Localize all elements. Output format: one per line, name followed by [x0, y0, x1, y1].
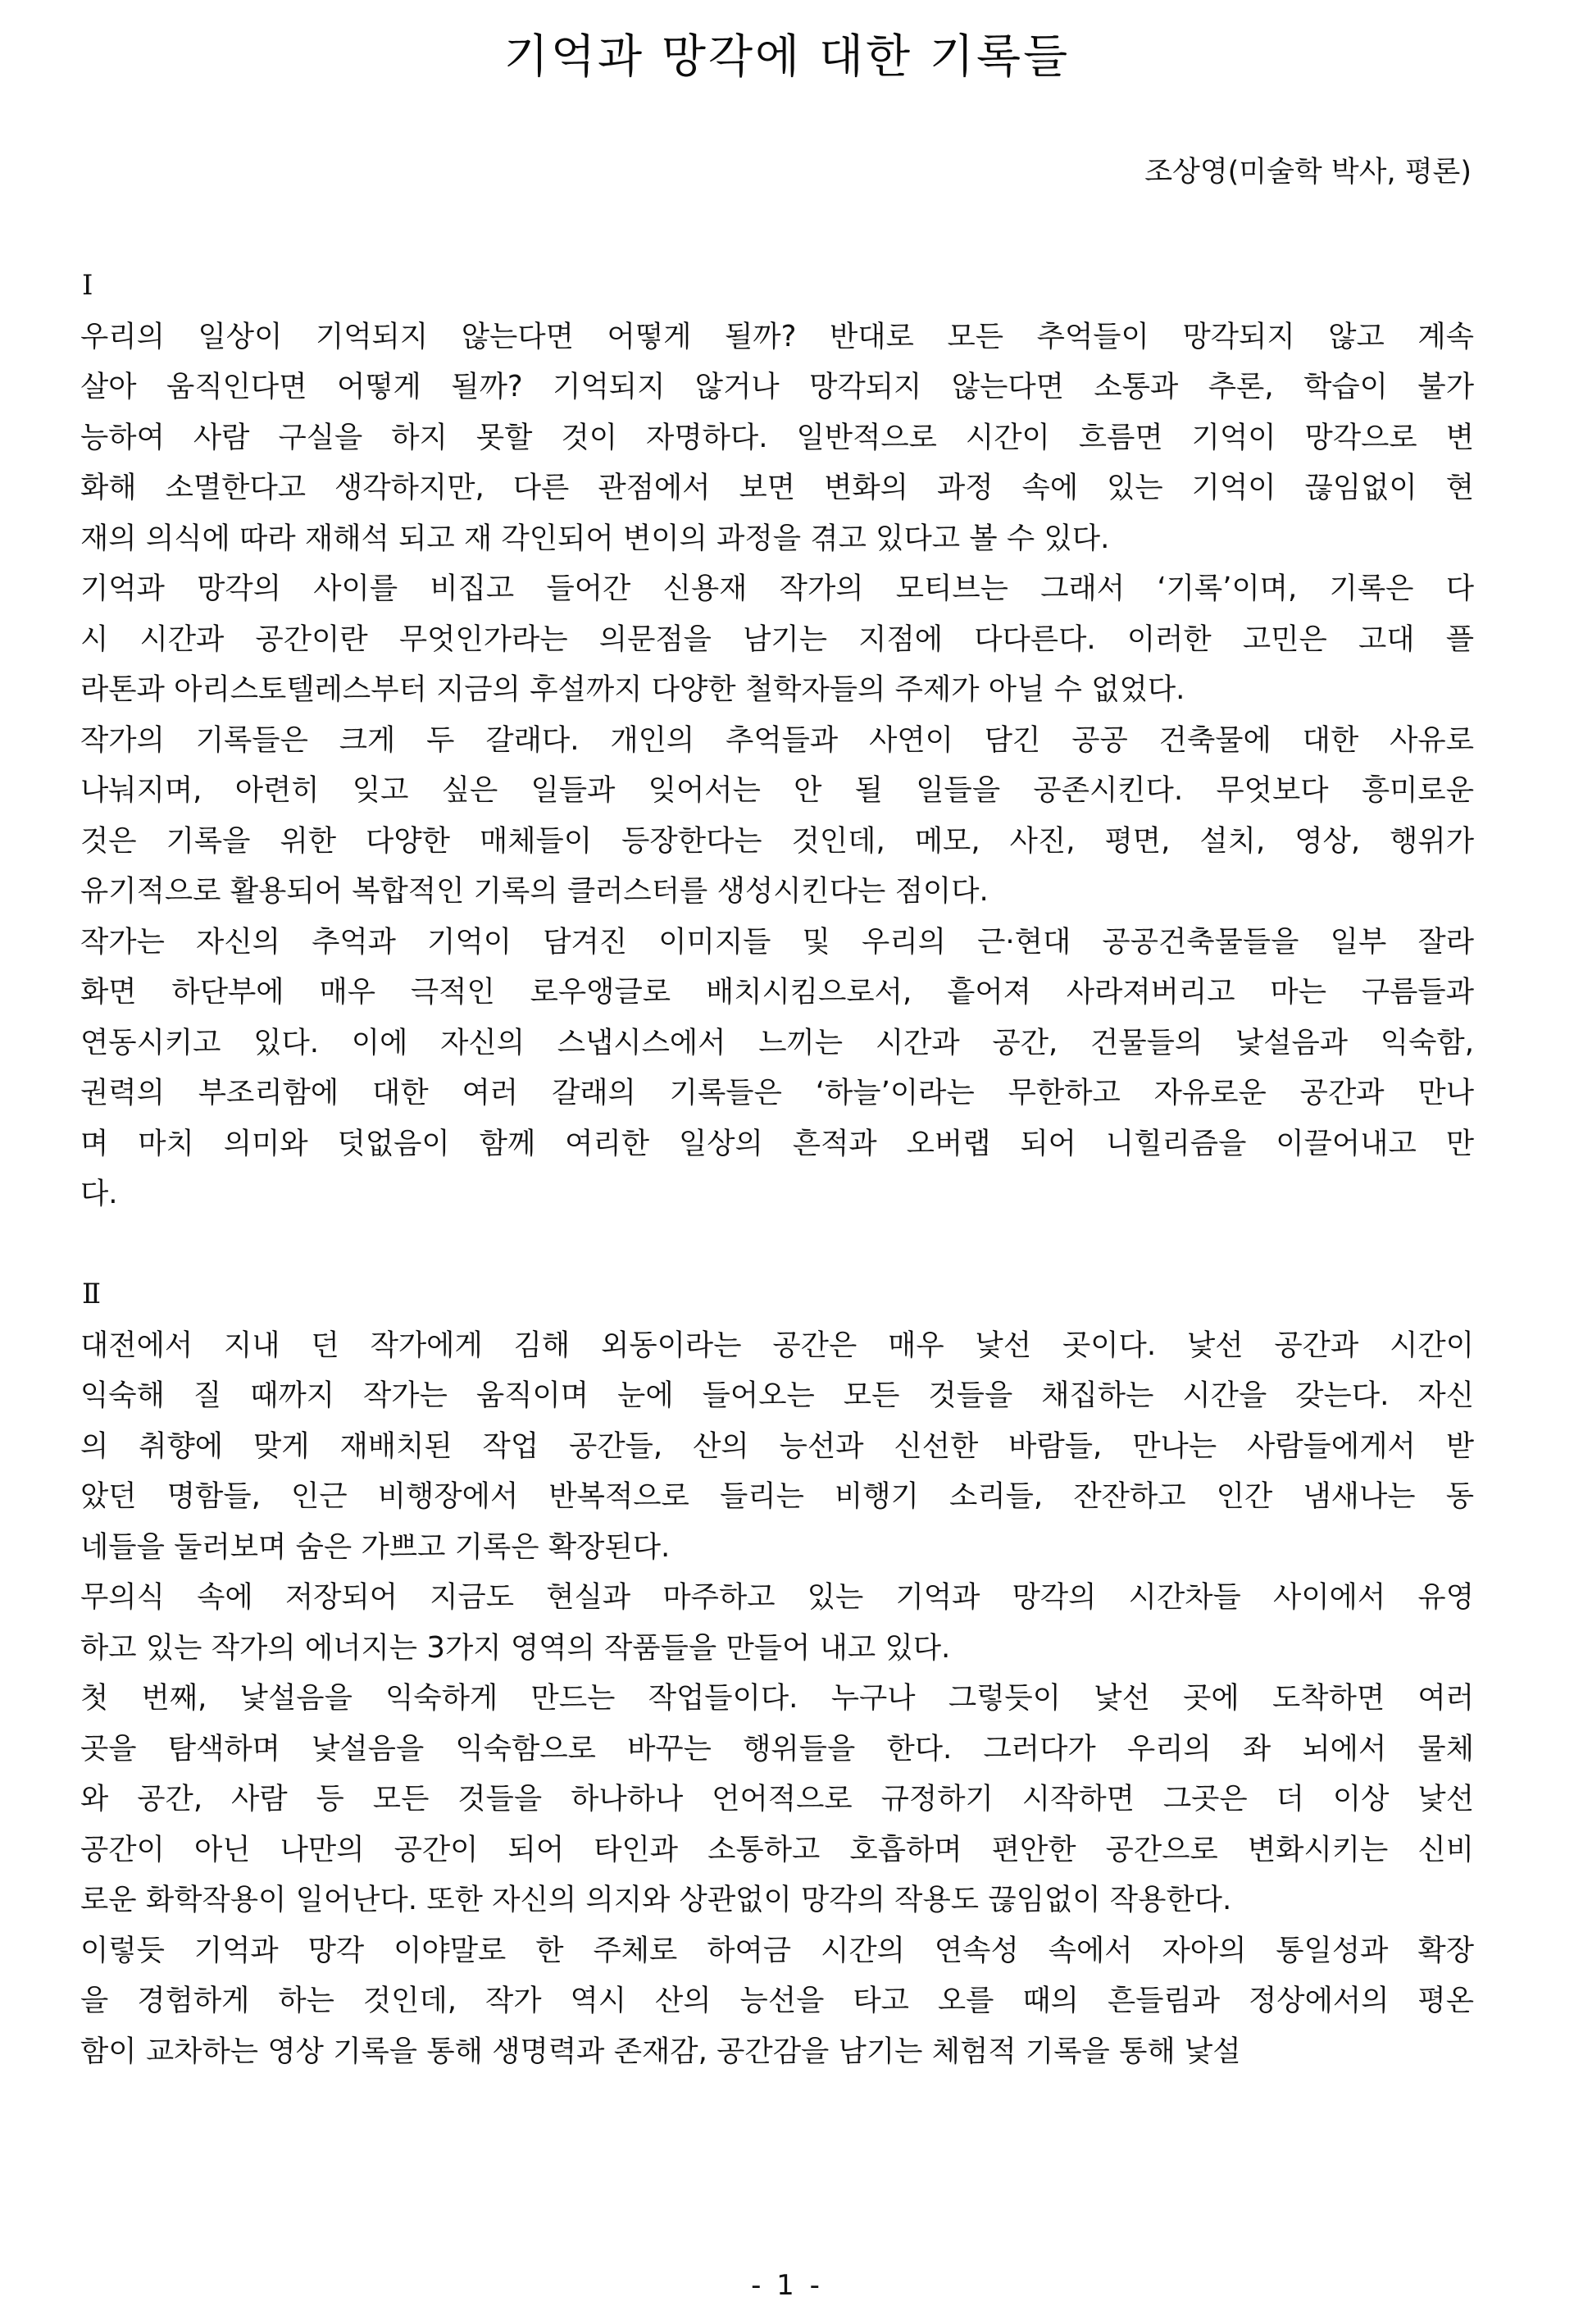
text-line: 익숙해 질 때까지 작가는 움직이며 눈에 들어오는 모든 것들을 채집하는 시간을 갖는다. 자신: [80, 1378, 1474, 1412]
text-line: 다.: [80, 1177, 118, 1210]
text-line: 이렇듯 기억과 망각 이야말로 한 주체로 하여금 시간의 연속성 속에서 자아의 통일성과 확장: [80, 1933, 1474, 1967]
text-line: 을 경험하게 하는 것인데, 작가 역시 산의 능선을 타고 오를 때의 흔들림과 정상에서의 평온: [80, 1984, 1475, 2017]
text-line: 공간이 아닌 나만의 공간이 되어 타인과 소통하고 호흡하며 편안한 공간으로 변화시키는 신비: [80, 1832, 1474, 1866]
text-line: 작가는 자신의 추억과 기억이 담겨진 이미지들 및 우리의 근·현대 공공건축물들을 일부 잘라: [80, 924, 1474, 959]
text-line: 화해 소멸한다고 생각하지만, 다른 관점에서 보면 변화의 과정 속에 있는 기억이 끊임없이 현: [80, 471, 1474, 504]
text-line: 대전에서 지내 던 작가에게 김해 외동이라는 공간은 매우 낯선 곳이다. 낯선 공간과 시간이: [80, 1328, 1474, 1362]
text-line: 나눠지며, 아련히 잊고 싶은 일들과 잊어서는 안 될 일들을 공존시킨다. 무엇보다 흥미로운: [80, 773, 1474, 807]
section-heading: Ⅱ: [82, 1278, 102, 1310]
text-line: 았던 명함들, 인근 비행장에서 반복적으로 들리는 비행기 소리들, 잔잔하고 인간 냄새나는 동: [80, 1479, 1474, 1513]
text-line: 유기적으로 활용되어 복합적인 기록의 클러스터를 생성시킨다는 점이다.: [80, 874, 989, 908]
text-line: 것은 기록을 위한 다양한 매체들이 등장한다는 것인데, 메모, 사진, 평면, 설치, 영상, 행위가: [80, 823, 1474, 858]
text-line: 며 마치 의미와 덧없음이 함께 여리한 일상의 흔적과 오버랩 되어 니힐리즘을 이끌어내고 만: [80, 1126, 1474, 1160]
author-line: 조상영(미술학 박사, 평론): [1144, 156, 1472, 189]
text-line: 곳을 탐색하며 낯설음을 익숙함으로 바꾸는 행위들을 한다. 그러다가 우리의 좌 뇌에서 물체: [80, 1731, 1474, 1766]
text-line: 화면 하단부에 매우 극적인 로우앵글로 배치시킴으로서, 흩어져 사라져버리고 마는 구름들과: [80, 975, 1474, 1009]
paragraph: [80, 1572, 1474, 1673]
paragraph: [80, 1673, 1474, 1925]
text-line: 첫 번째, 낯설음을 익숙하게 만드는 작업들이다. 누구나 그렇듯이 낯선 곳에 도착하면 여러: [80, 1681, 1474, 1715]
text-line: 네들을 둘러보며 숨은 가쁘고 기록은 확장된다.: [80, 1529, 671, 1564]
paragraph: [80, 1320, 1474, 1573]
page-number: - 1 -: [751, 2269, 823, 2302]
text-line: 작가의 기록들은 크게 두 갈래다. 개인의 추억들과 사연이 담긴 공공 건축물에 대한 사유로: [80, 722, 1474, 757]
text-line: 라톤과 아리스토텔레스부터 지금의 후설까지 다양한 철학자들의 주제가 아닐 수 없었다.: [80, 672, 1185, 706]
page-title: 기억과 망각에 대한 기록들: [503, 30, 1071, 84]
text-line: 기억과 망각의 사이를 비집고 들어간 신용재 작가의 모티브는 그래서 ‘기록’이며, 기록은 다: [80, 572, 1474, 605]
text-line: 와 공간, 사람 등 모든 것들을 하나하나 언어적으로 규정하기 시작하면 그곳은 더 이상 낯선: [80, 1782, 1474, 1816]
paragraph: [80, 1925, 1474, 2077]
text-line: 능하여 사람 구실을 하지 못할 것이 자명하다. 일반적으로 시간이 흐름면 기억이 망각으로 변: [80, 420, 1474, 454]
paragraph: [80, 715, 1474, 917]
paragraph: [80, 312, 1474, 564]
text-line: 재의 의식에 따라 재해석 되고 재 각인되어 변이의 과정을 겪고 있다고 볼 수 있다.: [80, 521, 1110, 555]
paragraph: [80, 917, 1474, 1219]
text-line: 연동시키고 있다. 이에 자신의 스냅시스에서 느끼는 시간과 공간, 건물들의 낯설음과 익숙함,: [80, 1025, 1474, 1059]
section-gap: [80, 1219, 1474, 1270]
document-body: [80, 261, 1474, 2076]
section-2: [80, 1269, 1474, 2076]
text-line: 하고 있는 작가의 에너지는 3가지 영역의 작품들을 만들어 내고 있다.: [80, 1630, 951, 1665]
text-line: 무의식 속에 저장되어 지금도 현실과 마주하고 있는 기억과 망각의 시간차들 사이에서 유영: [80, 1580, 1474, 1614]
text-line: 시 시간과 공간이란 무엇인가라는 의문점을 남기는 지점에 다다른다. 이러한 고민은 고대 플: [80, 622, 1474, 656]
text-line: 권력의 부조리함에 대한 여러 갈래의 기록들은 ‘하늘’이라는 무한하고 자유로운 공간과 만나: [80, 1076, 1474, 1110]
text-line: 살아 움직인다면 어떻게 될까? 기억되지 않거나 망각되지 않는다면 소통과 추론, 학습이 불가: [80, 370, 1474, 403]
text-line: 우리의 일상이 기억되지 않는다면 어떻게 될까? 반대로 모든 추억들이 망각되지 않고 계속: [80, 319, 1474, 353]
section-heading: Ⅰ: [82, 269, 93, 302]
paragraph: [80, 563, 1474, 715]
section-1: [80, 261, 1474, 1219]
text-line: 의 취향에 맞게 재배치된 작업 공간들, 산의 능선과 신선한 바람들, 만나는 사람들에게서 받: [80, 1429, 1474, 1463]
text-line: 함이 교차하는 영상 기록을 통해 생명력과 존재감, 공간감을 남기는 체험적 기록을 통해 낯설: [80, 2034, 1241, 2068]
text-line: 로운 화학작용이 일어난다. 또한 자신의 의지와 상관없이 망각의 작용도 끊임없이 작용한다.: [80, 1883, 1232, 1916]
